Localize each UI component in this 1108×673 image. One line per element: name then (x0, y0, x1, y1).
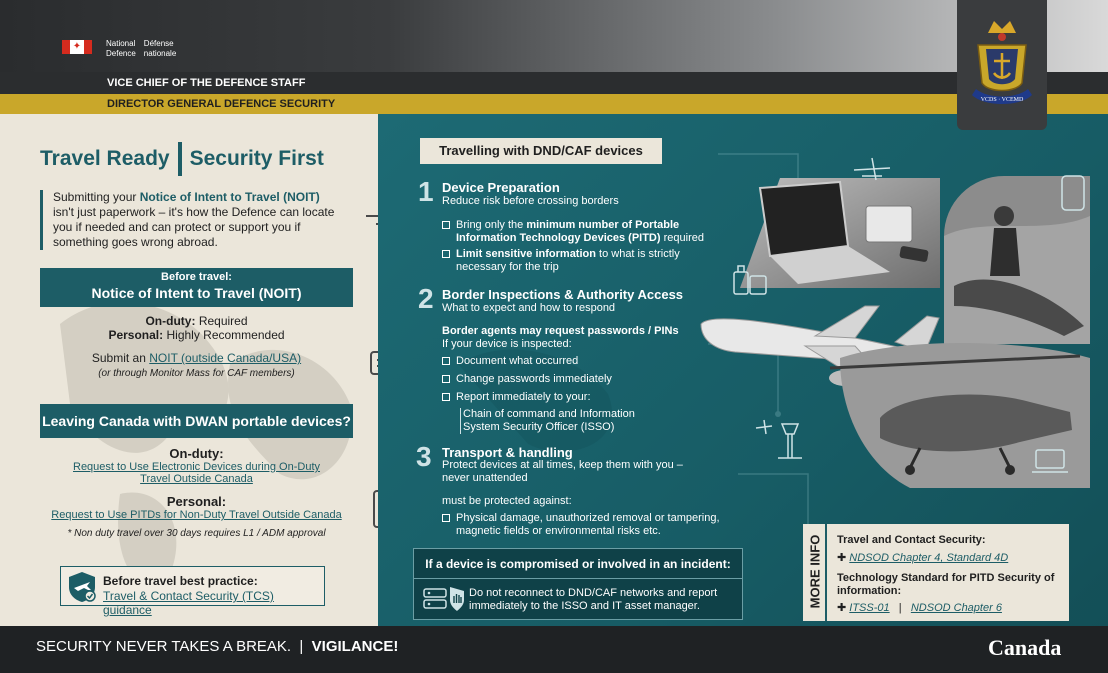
laptop-photo (740, 168, 940, 288)
bullet-checkbox-icon (442, 221, 450, 229)
step-2-title: Border Inspections & Authority Access (442, 287, 684, 302)
step-3-must: must be protected against: (442, 495, 572, 507)
personal-pitd-link[interactable]: Request to Use PITDs for Non-Duty Travel Outside Canada (51, 509, 342, 521)
svg-text:VCDS · VCEMD: VCDS · VCEMD (980, 97, 1024, 103)
main-title: Travel Ready Security First (40, 142, 324, 176)
step-2-bullet-3: Report immediately to your: (442, 391, 591, 404)
ndsod-ch6-link[interactable]: NDSOD Chapter 6 (910, 602, 1002, 614)
bullet-checkbox-icon (442, 375, 450, 383)
shield-plane-icon (65, 570, 99, 604)
canada-flag-icon: ✦ (62, 40, 92, 54)
step-1-bullet-2: Limit sensitive information to what is strictly necessary for the trip (442, 248, 732, 274)
submit-note: (or through Monitor Mass for CAF members) (98, 368, 295, 379)
bullet-checkbox-icon (442, 250, 450, 258)
more-info-label: MORE INFO (803, 524, 827, 621)
step-3-title: Transport & handling (442, 445, 573, 460)
dgds-bar: DIRECTOR GENERAL DEFENCE SECURITY (0, 94, 1108, 114)
tcs-guidance-link[interactable]: Travel & Contact Security (TCS) guidance (103, 589, 274, 617)
bullet-checkbox-icon (442, 393, 450, 401)
dwan-note: * Non duty travel over 30 days requires L1 / ADM approval (67, 528, 326, 539)
noit-requirements: On-duty: Required Personal: Highly Recommended (108, 314, 285, 342)
before-travel-box: Before travel: Notice of Intent to Travel (NOIT) (40, 268, 353, 307)
dwan-personal-link-wrap (40, 509, 353, 521)
airplane-line-icon (852, 154, 892, 184)
crest-icon (964, 15, 1040, 115)
itss-01-link[interactable]: ITSS-01 (849, 602, 890, 614)
step-2-subtitle: What to expect and how to respond (442, 302, 616, 314)
step-2-number: 2 (418, 283, 434, 314)
step-1-number: 1 (418, 176, 434, 207)
dwan-onduty-label: On-duty: (169, 446, 224, 461)
dwan-personal-label: Personal: (166, 494, 227, 509)
header-banner (0, 0, 1108, 72)
vcds-bar: VICE CHIEF OF THE DEFENCE STAFF (0, 72, 1108, 94)
dwan-box: Leaving Canada with DWAN portable devices? (40, 404, 353, 438)
bullet-checkbox-icon (442, 357, 450, 365)
noit-link[interactable]: NOIT (outside Canada/USA) (149, 351, 302, 365)
step-1-bullet-1: Bring only the minimum number of Portable Information Technology Devices (PITD) required (442, 219, 742, 245)
footer-slogan: SECURITY NEVER TAKES A BREAK. | VIGILANCE! (36, 638, 399, 655)
step-1-subtitle: Reduce risk before crossing borders (442, 195, 619, 207)
intro-text: Submitting your Notice of Intent to Travel (NOIT) isn't just paperwork – it's how the Defence can locate you if needed and can protect or support you if something goes wrong abroad. (40, 190, 340, 250)
step-3-number: 3 (416, 441, 432, 472)
compromised-box: If a device is compromised or involved in an incident: Do not reconnect to DND/CAF networks and report immediately to the ISSO and IT asset manager. (413, 548, 743, 620)
best-practice-box: Before travel best practice: Travel & Contact Security (TCS) guidance (60, 566, 325, 606)
step-2-bullet-2: Change passwords immediately (442, 373, 612, 386)
canada-wordmark: Canada (988, 635, 1062, 660)
step-2-bullet-1: Document what occurred (442, 355, 578, 368)
luggage-line-icon (730, 262, 770, 298)
control-tower-line-icon (752, 414, 802, 460)
step-1-title: Device Preparation (442, 180, 560, 195)
phone-line-icon (1058, 174, 1088, 212)
step-3-subtitle: Protect devices at all times, keep them with you – never unattended (442, 459, 683, 484)
more-info-line-2: ✚ ITSS-01 | NDSOD Chapter 6 (837, 602, 1002, 614)
step-2-if: If your device is inspected: (442, 338, 572, 350)
more-info-box (803, 524, 1069, 621)
laptop-line-icon (1030, 446, 1070, 476)
government-signature: National Defence Défense nationale (106, 39, 177, 58)
bullet-checkbox-icon (442, 514, 450, 522)
submit-noit: Submit an NOIT (outside Canada/USA) (91, 351, 302, 365)
step-2-agents: Border agents may request passwords / PINs (442, 325, 679, 337)
more-info-heading-1: Travel and Contact Security: (837, 534, 986, 546)
footer (0, 626, 1108, 673)
more-info-heading-2: Technology Standard for PITD Security of information: (837, 572, 1055, 597)
dwan-onduty-link-wrap (40, 461, 353, 485)
server-stop-hand-icon (422, 585, 466, 613)
more-info-line-1: ✚ NDSOD Chapter 4, Standard 4D (837, 552, 1009, 564)
ndsod-ch4-link[interactable]: NDSOD Chapter 4, Standard 4D (849, 552, 1009, 564)
right-heading: Travelling with DND/CAF devices (420, 138, 662, 164)
onduty-devices-link[interactable]: Request to Use Electronic Devices during On-Duty Travel Outside Canada (73, 461, 320, 485)
step-3-bullet-1: Physical damage, unauthorized removal or tampering, magnetic fields or environmental risks etc. (442, 512, 742, 538)
vcds-crest (957, 0, 1047, 130)
step-2-report-to: Chain of command and Information System Security Officer (ISSO) (460, 408, 660, 434)
